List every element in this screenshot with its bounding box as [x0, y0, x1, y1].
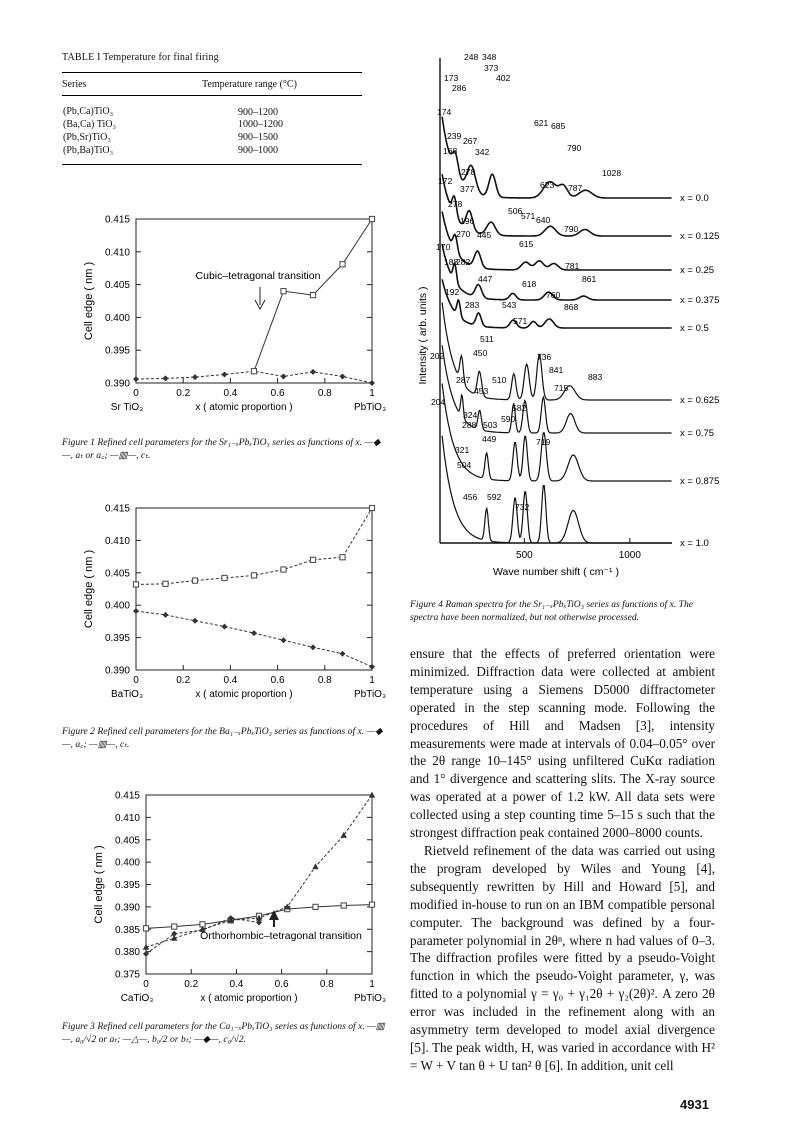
- curve-label: x = 0.75: [680, 428, 715, 439]
- x-end-compound-label: PbTiO₃: [353, 993, 387, 1004]
- peak-label: 506: [508, 206, 523, 216]
- y-tick-label: 0.405: [114, 835, 140, 847]
- peak-label: 282: [456, 257, 471, 267]
- spectrum-curve: [442, 384, 671, 482]
- x-tick-label: 0.6: [270, 388, 285, 399]
- x-tick-label: 0.6: [270, 675, 285, 686]
- plot-frame: [146, 795, 372, 974]
- peak-label: 278: [461, 167, 476, 177]
- transition-annotation: Orthorhombic–tetragonal transition: [200, 930, 362, 942]
- peak-label: 283: [465, 300, 480, 310]
- figure-3-caption: Figure 3 Refined cell parameters for the Ca₁₋ₓPbₓTiO₃ series as functions of x. —▥—, a₀/√2 or aₜ; —△—, b₀/2 or bₜ; —◆—, c₀/√2.: [62, 1021, 385, 1045]
- data-point-diamond: [163, 375, 169, 381]
- data-point-diamond: [310, 644, 316, 650]
- x-tick-label: 0.6: [274, 979, 289, 990]
- y-tick-label: 0.415: [104, 214, 130, 226]
- curve-label: x = 0.25: [680, 265, 715, 276]
- x-tick-label: 0.4: [223, 675, 238, 686]
- data-point-diamond: [310, 369, 316, 375]
- peak-label: 787: [568, 183, 583, 193]
- peak-label: 504: [457, 460, 472, 470]
- peak-label: 449: [482, 434, 497, 444]
- y-tick-label: 0.390: [114, 902, 140, 914]
- x-tick-label: 0.8: [319, 979, 334, 990]
- peak-label: 196: [460, 216, 475, 226]
- data-point-diamond: [133, 608, 139, 614]
- paragraph: ensure that the effects of preferred orientation were minimized. Diffraction data were collected at ambient temperature using a Siemens D5000 diffractometer operated in the step scanning mode. Following the procedures of Hill and Madsen [3], intensity measurements were made at intervals of 0.04–0.05° over the 2θ range 10–145° using unfiltered CuKα radiation and 1° divergence and scattering slits. The X-ray source was operated at a power of 1.2 kW. All data sets were collected using a step counting time 5–15 s such that the strongest diffraction peak contained 2000–8000 counts.: [410, 646, 715, 841]
- peak-label: 288: [462, 420, 477, 430]
- x-tick-label: 0.2: [184, 979, 199, 990]
- figure-1-chart: [70, 205, 390, 430]
- x-tick-label: 0.2: [176, 675, 191, 686]
- x-tick-label: 0: [133, 388, 139, 399]
- peak-label: 402: [496, 73, 511, 83]
- curve-label: x = 0.625: [680, 395, 720, 406]
- data-point-diamond: [222, 624, 228, 630]
- body-text: [410, 645, 715, 1075]
- plot-frame: [136, 219, 372, 383]
- data-point-diamond: [281, 373, 287, 379]
- table-cell: (Pb,Sr)TiO₃: [63, 132, 111, 143]
- curve-label: x = 0.125: [680, 231, 720, 242]
- y-tick-label: 0.405: [104, 568, 130, 580]
- x-tick-label: 0: [133, 675, 139, 686]
- y-axis-label: Cell edge ( nm ): [93, 845, 105, 924]
- series-line: [136, 611, 372, 667]
- peak-label: 188: [444, 257, 459, 267]
- data-point-diamond: [222, 371, 228, 377]
- peak-label: 510: [492, 375, 507, 385]
- data-point-diamond: [340, 651, 346, 657]
- peak-label: 592: [487, 492, 502, 502]
- peak-label: 456: [463, 492, 478, 502]
- table-header-cell: Series: [62, 79, 87, 90]
- table-cell: (Pb,Ba)TiO₃: [63, 145, 114, 156]
- x-axis-label: Wave number shift ( cm⁻¹ ): [493, 566, 619, 578]
- y-tick-label: 0.390: [104, 378, 130, 390]
- table-cell: 900–1000: [238, 144, 278, 156]
- peak-label: 571: [513, 316, 528, 326]
- page-number: 4931: [680, 1097, 709, 1112]
- figure-4-caption: Figure 4 Raman spectra for the Sr₁₋ₓPbₓTiO₃ series as functions of x. The spectra have been normalized, but not otherwise processed.: [410, 599, 694, 623]
- peak-label: 168: [443, 146, 458, 156]
- curve-label: x = 1.0: [680, 538, 709, 549]
- data-point-square: [163, 581, 168, 586]
- y-tick-label: 0.400: [104, 600, 130, 612]
- table-header-cell: Temperature range (°C): [202, 79, 297, 90]
- figure-1-caption: Figure 1 Refined cell parameters for the Sr₁₋ₓPbₓTiO₃ series as functions of x. —◆—, aₜ or a꜀; —▥—, cₜ.: [62, 437, 381, 461]
- peak-label: 348: [482, 52, 497, 62]
- y-tick-label: 0.375: [114, 969, 140, 981]
- peak-label: 447: [478, 274, 493, 284]
- y-tick-label: 0.400: [114, 857, 140, 869]
- peak-label: 861: [582, 274, 597, 284]
- spectrum-curve: [442, 436, 671, 543]
- y-axis-label: Intensity ( arb. units ): [417, 286, 429, 385]
- x-tick-label: 500: [516, 550, 533, 561]
- figure-2-chart: [70, 498, 390, 716]
- data-point-diamond: [163, 612, 169, 618]
- x-tick-label: 1: [369, 675, 375, 686]
- figure-4-raman-chart: [410, 48, 730, 593]
- y-tick-label: 0.410: [104, 247, 130, 259]
- table-cell: 900–1200: [238, 106, 278, 118]
- y-tick-label: 0.405: [104, 280, 130, 292]
- table-row: [62, 131, 362, 144]
- peak-label: 172: [438, 176, 453, 186]
- data-point-square: [369, 216, 374, 221]
- figure-2-caption: Figure 2 Refined cell parameters for the Ba₁₋ₓPbₓTiO₃ series as functions of x. —◆—, a꜀; —▥—, cₜ.: [62, 726, 383, 750]
- peak-label: 732: [515, 502, 530, 512]
- peak-label: 174: [437, 107, 452, 117]
- data-point-square: [192, 578, 197, 583]
- x-tick-label: 1000: [618, 550, 641, 561]
- data-point-square: [313, 904, 318, 909]
- peak-label: 640: [536, 215, 551, 225]
- x-tick-label: 0.8: [317, 388, 332, 399]
- peak-label: 445: [477, 230, 492, 240]
- curve-label: x = 0.0: [680, 193, 709, 204]
- peak-label: 615: [519, 239, 534, 249]
- peak-label: 736: [537, 352, 552, 362]
- y-tick-label: 0.410: [104, 535, 130, 547]
- peak-label: 173: [444, 73, 459, 83]
- x-end-compound-label: PbTiO₃: [353, 402, 387, 413]
- y-tick-label: 0.410: [114, 812, 140, 824]
- peak-label: 590: [501, 414, 516, 424]
- x-start-compound-label: CaTiO₃: [120, 993, 154, 1004]
- peak-label: 192: [445, 287, 460, 297]
- peak-label: 450: [473, 348, 488, 358]
- peak-label: 270: [456, 229, 471, 239]
- peak-label: 503: [483, 420, 498, 430]
- data-point-square: [310, 292, 315, 297]
- paragraph: Rietveld refinement of the data was carried out using the program developed by Wiles and Young [4], subsequently rewritten by Hill and Howard [5], and modified in-house to run on an IBM compatible personal computer. The background was defined by a four-parameter polynomial in 2θⁿ, where n had values of 0–3. The diffraction profiles were fitted by a pseudo-Voight function in which the pseudo-Voight parameter, γ, was fitted to a polynomial γ = γ₀ + γ₁2θ + γ₂(2θ)². A zero 2θ error was included in the refinement along with an asymmetry term developed to model axial divergence [5]. The peak width, H, was varied in accordance with H² = W + V tan θ + U tan² θ [6]. In addition, unit cell: [410, 842, 715, 1073]
- peak-label: 868: [564, 302, 579, 312]
- peak-label: 543: [502, 300, 517, 310]
- x-tick-label: 0.2: [176, 388, 191, 399]
- table-row: [62, 144, 362, 165]
- x-tick-label: 1: [369, 979, 375, 990]
- data-point-diamond: [192, 618, 198, 624]
- table-cell: (Ba,Ca) TiO₃: [63, 119, 116, 130]
- peak-label: 511: [480, 334, 494, 344]
- y-tick-label: 0.395: [104, 345, 130, 357]
- table-header-row: [62, 73, 362, 96]
- y-axis-label: Cell edge ( nm ): [83, 549, 95, 629]
- y-tick-label: 0.415: [114, 790, 140, 802]
- y-tick-label: 0.395: [104, 633, 130, 645]
- data-point-diamond: [369, 664, 375, 670]
- table-1-body: [62, 72, 362, 165]
- x-end-compound-label: PbTiO₃: [353, 689, 387, 700]
- peak-label: 170: [436, 242, 451, 252]
- peak-label: 685: [551, 121, 566, 131]
- peak-label: 623: [540, 180, 555, 190]
- plot-frame: [136, 508, 372, 670]
- peak-label: 571: [521, 211, 536, 221]
- x-tick-label: 0.4: [223, 388, 238, 399]
- curve-label: x = 0.375: [680, 295, 720, 306]
- peak-label: 719: [536, 437, 551, 447]
- curve-label: x = 0.875: [680, 476, 720, 487]
- peak-label: 760: [546, 290, 561, 300]
- table-1-title: TABLE I Temperature for final firing: [62, 52, 219, 63]
- data-point-diamond: [192, 374, 198, 380]
- data-point-square: [172, 924, 177, 929]
- peak-label: 790: [567, 143, 582, 153]
- peak-label: 267: [463, 136, 478, 146]
- data-point-diamond: [133, 376, 139, 382]
- y-axis-label: Cell edge ( nm ): [83, 261, 95, 341]
- table-row: [62, 118, 362, 131]
- data-point-square: [281, 567, 286, 572]
- x-tick-label: 1: [369, 388, 375, 399]
- peak-label: 621: [534, 118, 549, 128]
- peak-label: 248: [464, 52, 479, 62]
- x-start-compound-label: BaTiO₃: [110, 689, 144, 700]
- peak-label: 342: [475, 147, 490, 157]
- table-row: [62, 96, 362, 119]
- data-point-square: [251, 369, 256, 374]
- figure-3-chart: [70, 785, 390, 1020]
- x-axis-label: x ( atomic proportion ): [195, 402, 293, 413]
- peak-label: 377: [460, 184, 475, 194]
- peak-label: 453: [474, 386, 489, 396]
- y-tick-label: 0.385: [114, 924, 140, 936]
- data-point-square: [310, 557, 315, 562]
- transition-annotation: Cubic–tetragonal transition: [195, 270, 321, 282]
- y-tick-label: 0.380: [114, 947, 140, 959]
- data-point-square: [341, 903, 346, 908]
- x-start-compound-label: Sr TiO₃: [110, 402, 144, 413]
- peak-label: 287: [456, 375, 471, 385]
- peak-label: 715: [554, 383, 569, 393]
- table-cell: 900–1500: [238, 132, 278, 143]
- y-tick-label: 0.395: [114, 880, 140, 891]
- peak-label: 202: [430, 351, 445, 361]
- x-tick-label: 0.8: [317, 675, 332, 686]
- spectrum-curve: [442, 212, 671, 271]
- table-cell: 1000–1200: [238, 119, 283, 130]
- data-point-square: [281, 289, 286, 294]
- data-point-square: [369, 505, 374, 510]
- data-point-square: [251, 573, 256, 578]
- data-point-diamond: [369, 380, 375, 386]
- peak-label: 781: [565, 261, 580, 271]
- data-point-square: [222, 575, 227, 580]
- x-tick-label: 0.4: [229, 979, 244, 990]
- peak-label: 618: [522, 279, 537, 289]
- peak-label: 790: [564, 224, 579, 234]
- peak-label: 373: [484, 63, 499, 73]
- x-tick-label: 0: [143, 979, 149, 990]
- table-1: [62, 52, 362, 165]
- peak-label: 286: [452, 83, 467, 93]
- data-point-square: [340, 555, 345, 560]
- y-tick-label: 0.390: [104, 665, 130, 677]
- table-cell: (Pb,Ca)TiO₃: [63, 106, 114, 117]
- data-point-square: [143, 926, 148, 931]
- data-point-square: [340, 262, 345, 267]
- data-point-diamond: [340, 373, 346, 379]
- peak-label: 278: [448, 199, 463, 209]
- x-axis-label: x ( atomic proportion ): [195, 689, 293, 700]
- data-point-square: [369, 902, 374, 907]
- data-point-square: [133, 582, 138, 587]
- peak-label: 883: [588, 372, 603, 382]
- peak-label: 582: [512, 403, 527, 413]
- peak-label: 321: [455, 445, 470, 455]
- y-tick-label: 0.400: [104, 312, 130, 324]
- peak-label: 1028: [602, 168, 622, 178]
- x-axis-label: x ( atomic proportion ): [200, 993, 298, 1004]
- y-tick-label: 0.415: [104, 503, 130, 515]
- curve-label: x = 0.5: [680, 323, 709, 334]
- peak-label: 204: [431, 397, 446, 407]
- data-point-diamond: [251, 630, 257, 636]
- peak-label: 324: [463, 410, 478, 420]
- data-point-diamond: [281, 637, 287, 643]
- peak-label: 239: [447, 131, 462, 141]
- peak-label: 841: [549, 365, 564, 375]
